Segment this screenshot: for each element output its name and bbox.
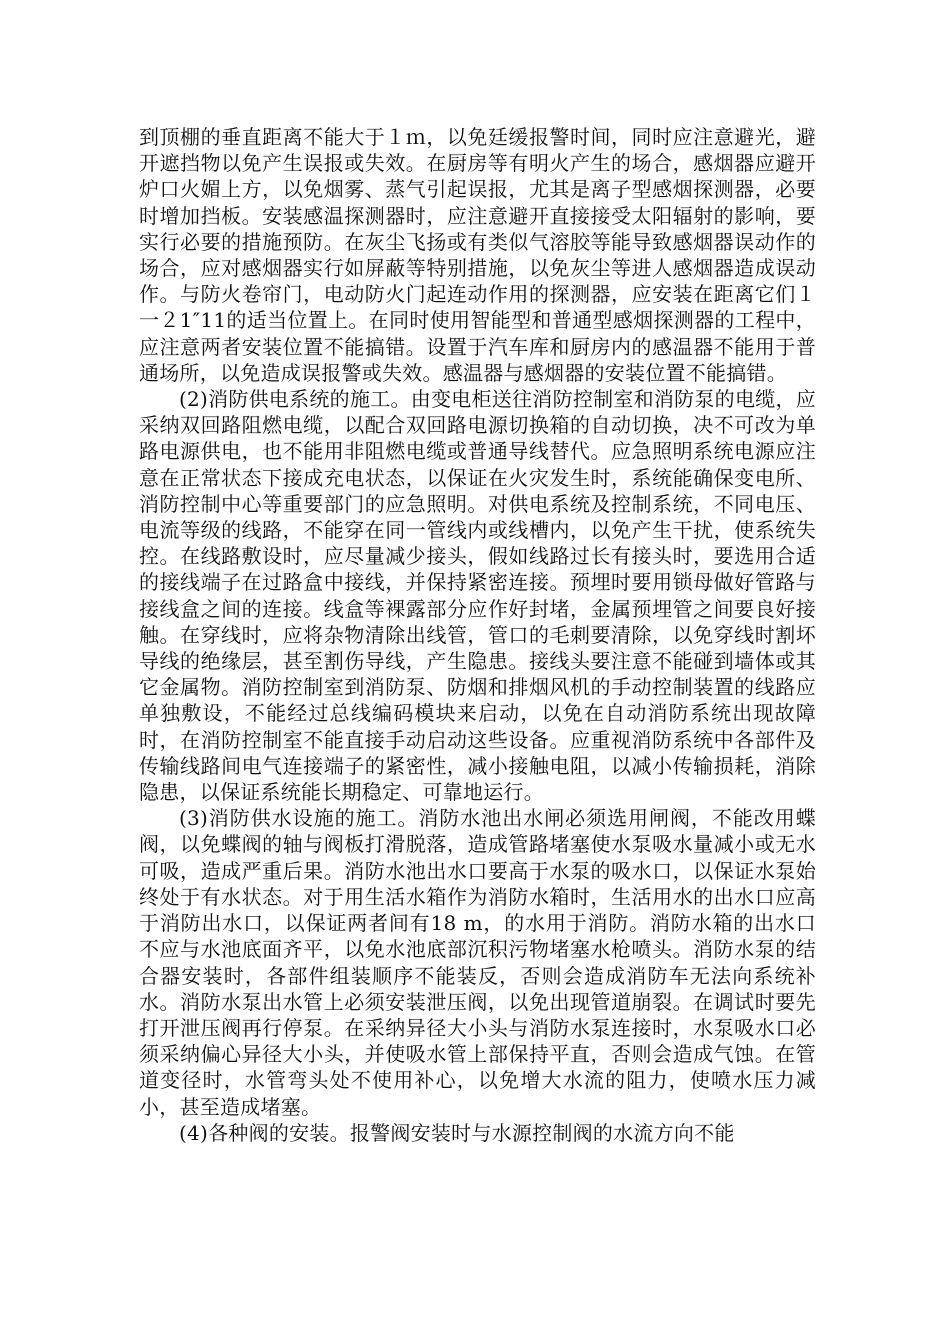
paragraph-valve-installation: (4)各种阀的安装。报警阀安装时与水源控制阀的水流方向不能 [179,1120,735,1145]
paragraph-fire-water-supply: (3)消防供水设施的施工。消防水池出水闸必须选用闸阀，不能改用蝶阀，以免蝶阀的轴与阀板打滑脱落，造成管路堵塞使水泵吸水量减小或无水可吸，造成严重后果。消防水池出水口要高于水泵的吸水口，以保证水泵始终处于有水状态。对于用生活水箱作为消防水箱时，生活用水的出水口应高于消防出水口，以保证两者间有18 m，的水用于消防。消防水箱的出水口不应与水池底面齐平，以免水池底部沉积污物堵塞水枪喷头。消防水泵的结合器安装时，各部件组装顺序不能装反，否则会造成消防车无法向系统补水。消防水泵出水管上必须安装泄压阀，以免出现管道崩裂。在调试时要先打开泄压阀再行停泵。在采纳异径大小头与消防水泵连接时，水泵吸水口必须采纳偏心异径大小头，并使吸水管上部保持平直，否则会造成气蚀。在管道变径时，水管弯头处不使用补心，以免增大水流的阻力，使喷水压力减小，甚至造成堵塞。 [139,806,816,1119]
paragraph-smoke-detector-installation: 到顶棚的垂直距离不能大于１ｍ，以免廷缓报警时间，同时应注意避光，避开遮挡物以免产生误报或失效。在厨房等有明火产生的场合，感烟器应避开炉口火媚上方，以免烟雾、蒸气引起误报，尤其是离子型感烟探测器，必要时增加挡板。安装感温探测器时，应注意避开直接接受太阳辐射的影响，要实行必要的措施预防。在灰尘飞扬或有类似气溶胶等能导致感烟器误动作的场合，应对感烟器实行如屏蔽等特别措施，以免灰尘等进人感烟器造成误动作。与防火卷帘门，电动防火门起连动作用的探测器，应安装在距离它们１一２1″11的适当位置上。在同时使用智能型和普通型感烟探测器的工程中，应注意两者安装位置不能搞错。设置于汽车库和厨房内的感温器不能用于普通场所，以免造成误报警或失效。感温器与感烟器的安装位置不能搞错。 [139,125,816,385]
paragraph-fire-power-supply: (2)消防供电系统的施工。由变电柜送往消防控制室和消防泵的电缆，应采纳双回路阻燃电缆，以配合双回路电源切换箱的自动切换，决不可改为单路电源供电，也不能用非阻燃电缆或普通导线替代。应急照明系统电源应注意在正常状态下接成充电状态，以保证在火灾发生时，系统能确保变电所、消防控制中心等重要部门的应急照明。对供电系统及控制系统，不同电压、电流等级的线路，不能穿在同一管线内或线槽内，以免产生干扰，使系统失控。在线路敷设时，应尽量减少接头，假如线路过长有接头时，要选用合适的接线端子在过路盒中接线，并保持紧密连接。预埋时要用锁母做好管路与接线盒之间的连接。线盒等裸露部分应作好封堵，金属预埋管之间要良好接触。在穿线时，应将杂物清除出线管，管口的毛刺要清除，以免穿线时割坏导线的绝缘层，甚至割伤导线，产生隐患。接线头要注意不能碰到墙体或其它金属物。消防控制室到消防泵、防烟和排烟风机的手动控制装置的线路应单独敷设，不能经过总线编码模块来启动，以免在自动消防系统出现故障时，在消防控制室不能直接手动启动这些设备。应重视消防系统中各部件及传输线路间电气连接端子的紧密性，减小接触电阻，以减小传输损耗，消除隐患，以保证系统能长期稳定、可靠地运行。 [139,387,816,805]
document-page [139,124,816,1146]
